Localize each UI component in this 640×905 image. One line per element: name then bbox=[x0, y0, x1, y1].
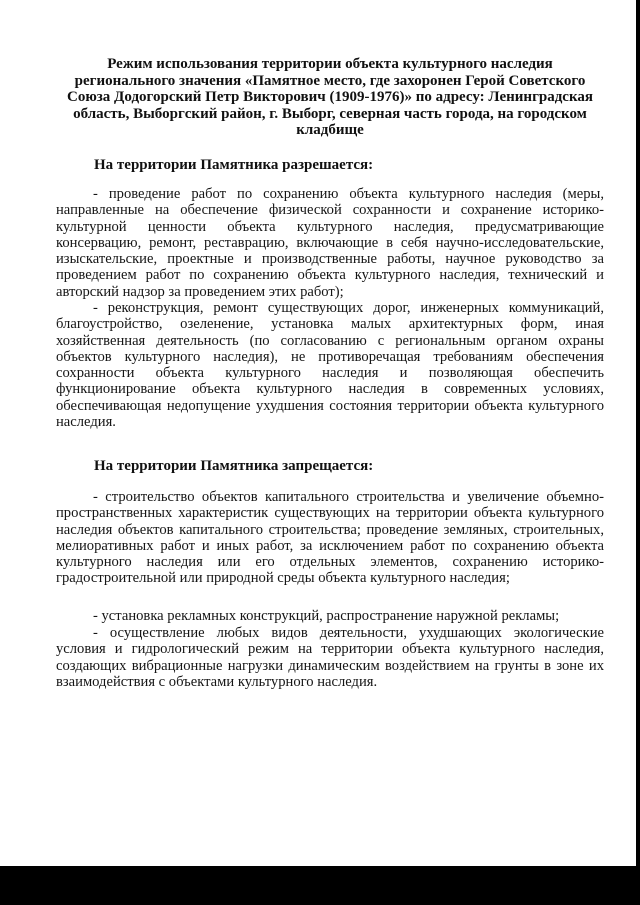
allowed-paragraph-2: - реконструкция, ремонт существующих дорог, инженерных коммуникаций, благоустройство, озеленение, установка малых архитектурных форм, иная хозяйственная деятельность (по согласованию с региональным органом охраны объектов культурного наследия), не противоречащая требованиям обеспечения сохранности объекта культурного наследия и позволяющая обеспечить функционирование объекта культурного наследия в современных условиях, обеспечивающая недопущение ухудшения состояния территории объекта культурного наследия. bbox=[56, 300, 604, 431]
document-title: Режим использования территории объекта культурного наследия регионального значения «Памятное место, где захоронен Герой Советского Союза Додогорский Петр Викторович (1909-1976)» по адресу: Ленинградская область, Выборгский район, г. Выборг, северная часть города, на городском кладбище bbox=[66, 56, 593, 139]
forbidden-heading: На территории Памятника запрещается: bbox=[94, 458, 374, 474]
allowed-heading: На территории Памятника разрешается: bbox=[94, 157, 374, 173]
forbidden-paragraph-2: - установка рекламных конструкций, распространение наружной рекламы; bbox=[93, 608, 560, 624]
page-edge-shadow bbox=[636, 0, 640, 866]
forbidden-paragraph-1: - строительство объектов капитального строительства и увеличение объемно-пространственных характеристик существующих на территории объекта культурного наследия объектов капитального строительства; проведение земляных, строительных, мелиоративных работ и иных работ, за исключением работ по сохранению объекта культурного наследия или его отдельных элементов, сохранению историко-градостроительной или природной среды объекта культурного наследия; bbox=[56, 489, 604, 587]
forbidden-paragraph-3: - осуществление любых видов деятельности, ухудшающих экологические условия и гидрологический режим на территории объекта культурного наследия, создающих вибрационные нагрузки динамическим воздействием на грунты в зоне их взаимодействия с объектами культурного наследия. bbox=[56, 625, 604, 690]
scan-bottom-border bbox=[0, 866, 640, 905]
allowed-paragraph-1: - проведение работ по сохранению объекта культурного наследия (меры, направленные на обеспечение физической сохранности и сохранение историко-культурной ценности объекта культурного наследия, предусматривающие консервацию, ремонт, реставрацию, включающие в себя научно-исследовательские, изыскательские, проектные и производственные работы, научное руководство за проведением работ по сохранению объекта культурного наследия, технический и авторский надзор за проведением этих работ); bbox=[56, 186, 604, 300]
